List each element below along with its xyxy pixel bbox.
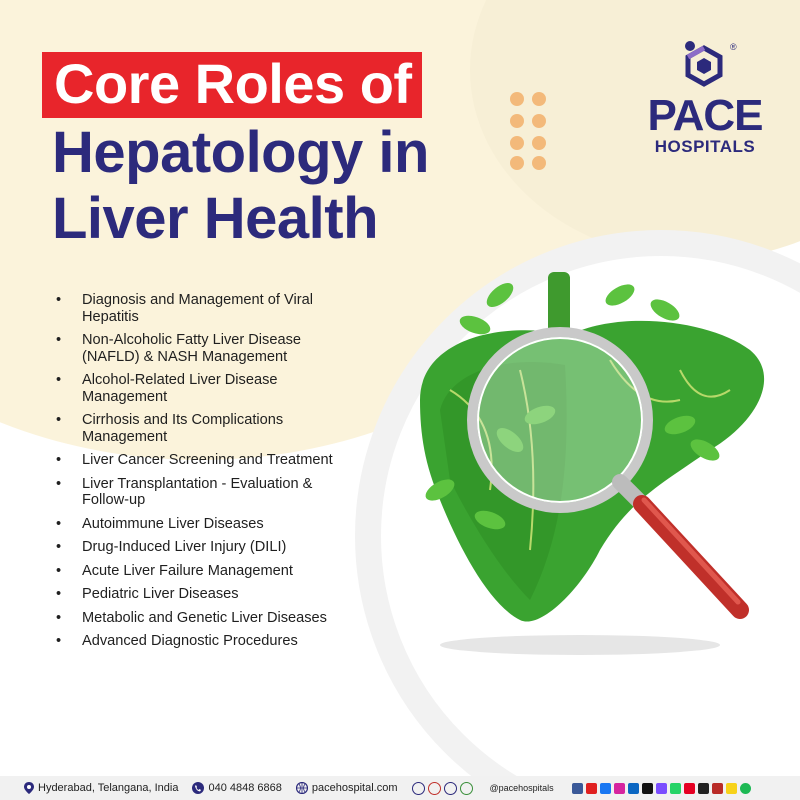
liver-magnifier-illustration — [380, 250, 800, 670]
facebook-icon[interactable] — [572, 783, 583, 794]
snapchat-icon[interactable] — [726, 783, 737, 794]
list-item: • Autoimmune Liver Diseases — [56, 515, 264, 532]
list-item: • Cirrhosis and Its Complications Management — [56, 412, 284, 445]
pinterest-icon[interactable] — [684, 783, 695, 794]
social-icons — [572, 783, 754, 794]
list-item: • Drug-Induced Liver Injury (DILI) — [56, 539, 287, 555]
badge-icon — [460, 782, 473, 795]
list-item: • Non-Alcoholic Fatty Liver Disease (NAFLD) & NASH Management — [56, 332, 301, 365]
list-item: • Liver Cancer Screening and Treatment — [56, 452, 333, 468]
list-item: • Advanced Diagnostic Procedures — [56, 633, 298, 649]
footer-handle[interactable]: @pacehospitals — [489, 783, 554, 793]
x-icon[interactable] — [642, 783, 653, 794]
list-item: • Acute Liver Failure Management — [56, 562, 293, 579]
youtube-icon[interactable] — [586, 783, 597, 794]
list-item: • Diagnosis and Management of Viral Hepatitis — [56, 292, 313, 325]
badge-icon — [428, 782, 441, 795]
list-item: • Metabolic and Genetic Liver Diseases — [56, 609, 327, 626]
phone-icon — [192, 782, 204, 794]
list-item: • Pediatric Liver Diseases — [56, 586, 239, 602]
footer-phone[interactable]: 040 4848 6868 — [192, 782, 281, 794]
globe-icon — [296, 782, 308, 794]
map-pin-icon — [24, 782, 34, 794]
roles-list — [52, 292, 352, 657]
accreditation-badges — [412, 782, 476, 795]
footer-bar — [0, 776, 800, 800]
title-line-2: Hepatology in — [52, 120, 429, 185]
list-item: • Liver Transplantation - Evaluation & Follow-up — [56, 475, 313, 508]
badge-icon — [444, 782, 457, 795]
threads-icon[interactable] — [698, 783, 709, 794]
title-line-3: Liver Health — [52, 186, 378, 251]
facebook-icon[interactable] — [600, 783, 611, 794]
title-block — [42, 52, 429, 252]
footer-website[interactable]: pacehospital.com — [296, 782, 398, 794]
instagram-icon[interactable] — [614, 783, 625, 794]
registered-mark: ® — [730, 42, 737, 52]
spotify-icon[interactable] — [740, 783, 751, 794]
badge-icon — [412, 782, 425, 795]
footer-location: Hyderabad, Telangana, India — [24, 782, 178, 794]
brand-name: PACE — [647, 91, 763, 140]
whatsapp-icon[interactable] — [670, 783, 681, 794]
hexagon-logo-icon — [680, 40, 728, 92]
quora-icon[interactable] — [712, 783, 723, 794]
linkedin-icon[interactable] — [628, 783, 639, 794]
brand-subtitle: HOSPITALS — [654, 137, 756, 156]
list-item: • Alcohol-Related Liver Disease Management — [56, 372, 278, 405]
messenger-icon[interactable] — [656, 783, 667, 794]
title-line-1: Core Roles of — [42, 52, 422, 118]
